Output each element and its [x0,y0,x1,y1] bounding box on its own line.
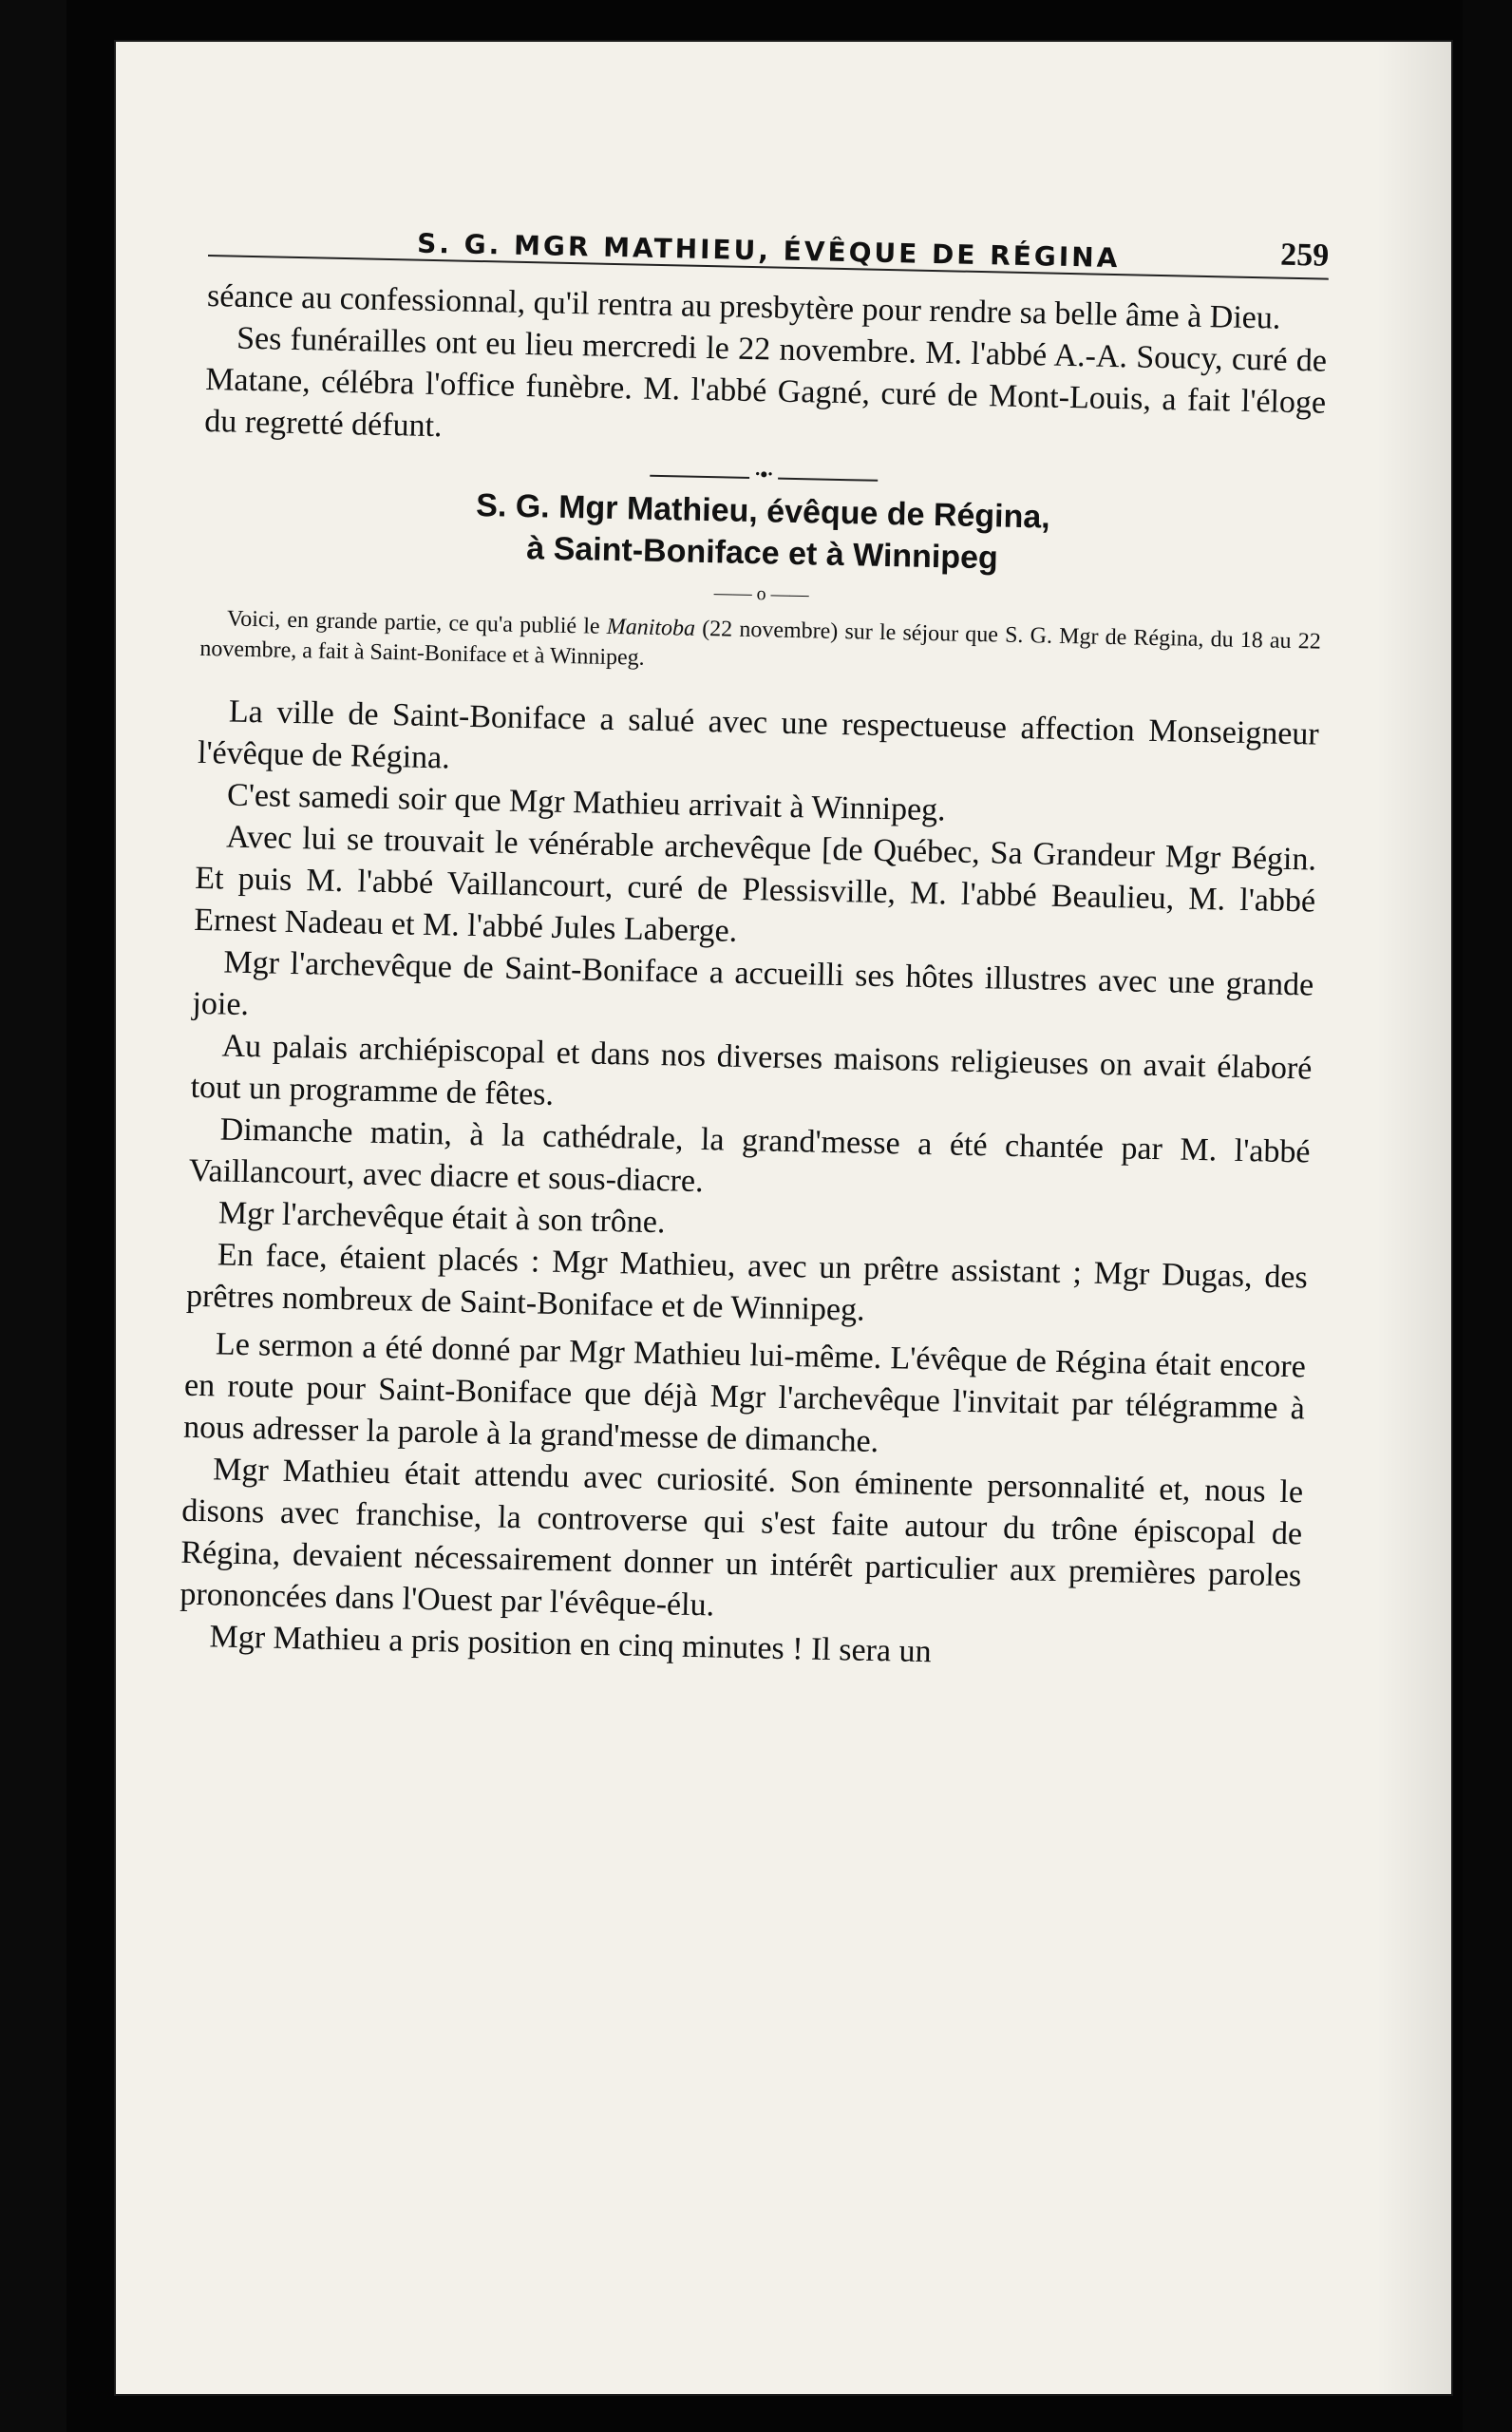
page-content [179,211,1330,1681]
paragraph-funerals: Ses funérailles ont eu lieu mercredi le 22 novembre. M. l'abbé A.-A. Soucy, curé de Matane, célébra l'office funèbre. M. l'abbé Gagné, curé de Mont-Louis, a fait l'éloge du regretté défunt. [203,320,1328,445]
intro-newspaper-name: Manitoba [606,614,696,641]
paragraph: Mgr Mathieu a pris position en cinq minutes ! Il sera un [209,1619,932,1670]
paragraph: La ville de Saint-Boniface a salué avec une respectueuse affection Monseigneur l'évêque de Régina. [197,694,1320,776]
paragraph-continuation: séance au confessionnal, qu'il rentra au presbytère pour rendre sa belle âme à Dieu. [206,277,1281,336]
intro-text-1: Voici, en grande partie, ce qu'a publié le [226,606,608,639]
paragraph: Avec lui se trouvait le vénérable archevêque [de Québec, Sa Grandeur Mgr Bégin. Et puis M. l'abbé Vaillancourt, curé de Plessisville, M. l'abbé Beaulieu, M. l'abbé Ernest Nadeau et M. l'abbé Jules Laberge. [193,819,1317,949]
section-title-line-1: S. G. Mgr Mathieu, évêque de Régina, [475,486,1051,536]
intro-text-2: (22 novembre) sur le séjour que S. G. Mgr de Régina, du 18 au 22 novembre, a fait à Saint-Boniface et à Winnipeg. [199,616,1322,671]
section-title-line-2: à Saint-Boniface et à Winnipeg [525,530,999,577]
section-intro [199,603,1321,688]
paragraph: Mgr Mathieu était attendu avec curiosité. Son éminente personnalité et, nous le disons avec franchise, la controverse qui s'est faite autour du trône épiscopal de Régina, devaient nécessairement donner un intérêt particulier aux premières paroles prononcées dans l'Ouest par l'évêque-élu. [180,1452,1304,1624]
scan-right-border [1463,0,1512,2432]
paragraph: Dimanche matin, à la cathédrale, la grand'messe a été chantée par M. l'abbé Vaillancourt, avec diacre et sous-diacre. [188,1112,1311,1200]
paragraph: Au palais archiépiscopal et dans nos diverses maisons religieuses on avait élaboré tout un programme de fêtes. [190,1028,1313,1112]
paragraph: En face, étaient placés : Mgr Mathieu, avec un prêtre assistant ; Mgr Dugas, des prêtres nombreux de Saint-Boniface et de Winnipeg. [185,1237,1309,1328]
paragraph: Le sermon a été donné par Mgr Mathieu lui-même. L'évêque de Régina était encore en route pour Saint-Boniface que déjà Mgr l'archevêque l'invitait par télégramme à nous adresser la parole à la grand'messe de dimanche. [182,1326,1307,1460]
paragraph: Mgr l'archevêque de Saint-Boniface a accueilli ses hôtes illustres avec une grande joie. [192,944,1314,1023]
scan-left-border [0,0,66,2432]
page-number: 259 [1279,237,1330,274]
running-title: S. G. MGR MATHIEU, ÉVÊQUE DE RÉGINA [416,227,1121,275]
section-separator [650,475,878,482]
running-header [208,211,1330,280]
small-separator: —— o —— [713,582,809,606]
book-page [114,40,1453,2396]
paragraph: C'est samedi soir que Mgr Mathieu arrivait à Winnipeg. [226,777,947,828]
page-shadow [1377,40,1453,2396]
paragraph: Mgr l'archevêque était à son trône. [217,1195,666,1241]
